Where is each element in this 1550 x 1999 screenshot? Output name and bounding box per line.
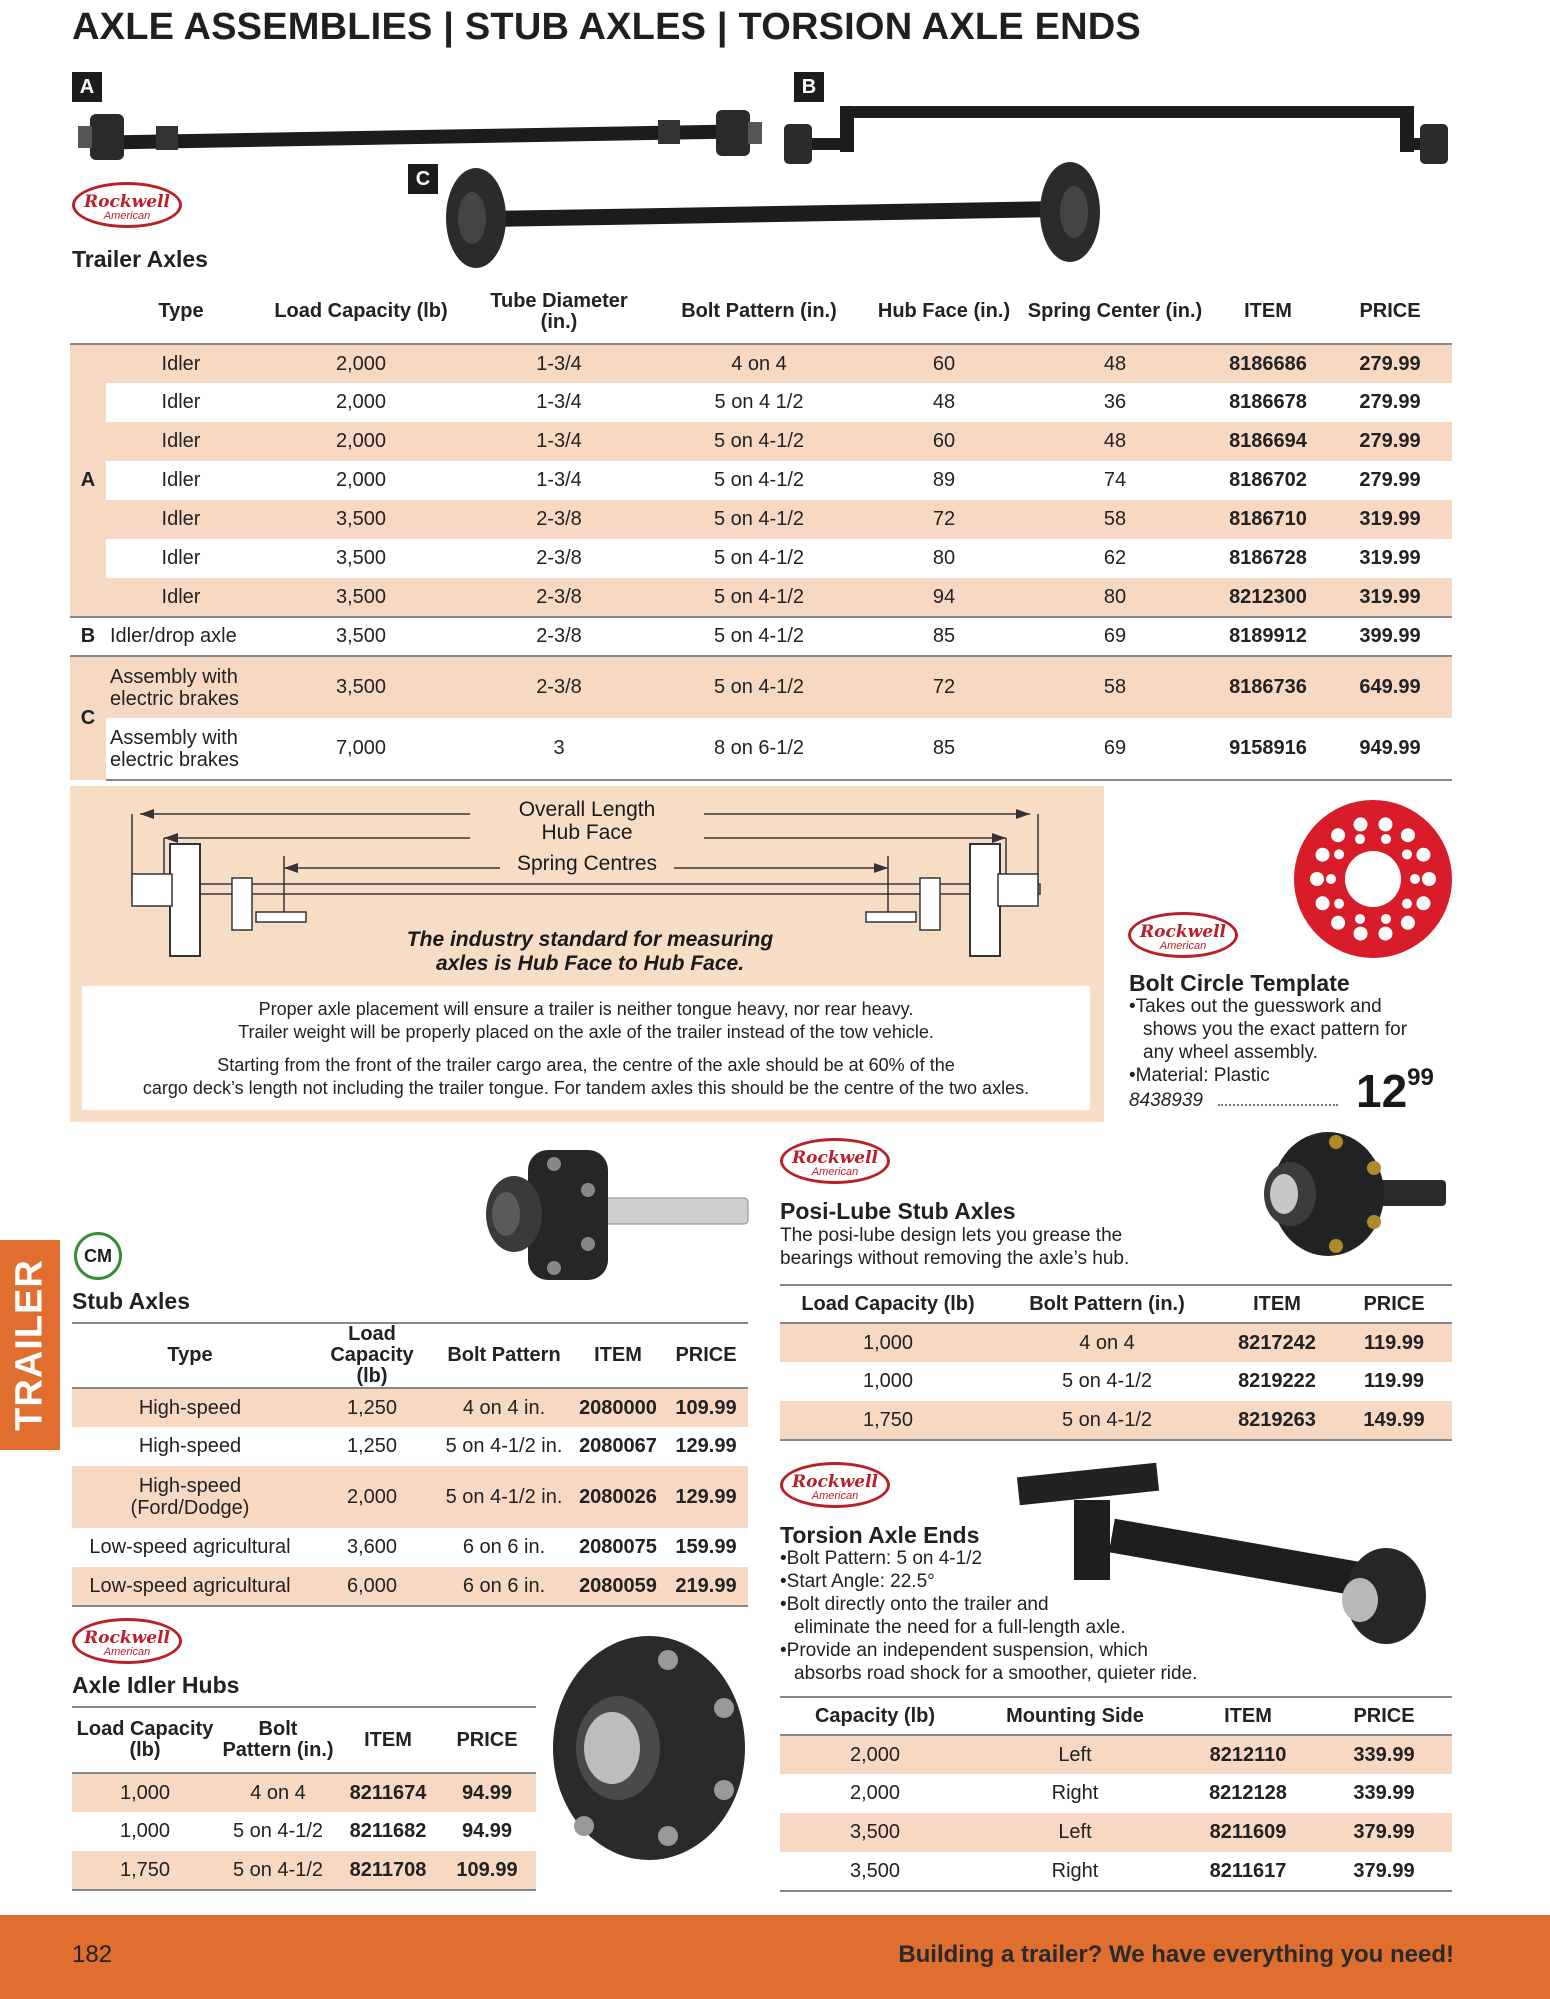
cell-load-capacity: 1,000 bbox=[780, 1323, 996, 1362]
col-load-capacity: Load Capacity (lb) bbox=[308, 1323, 436, 1388]
bolt-hole bbox=[1334, 849, 1344, 859]
cell-bolt-pattern: 5 on 4-1/2 in. bbox=[436, 1466, 572, 1528]
bolt-template-bullet-1c: any wheel assembly. bbox=[1143, 1042, 1318, 1063]
note-line-1: Proper axle placement will ensure a trailer is neither tongue heavy, nor rear heavy. bbox=[258, 999, 914, 1019]
table-row bbox=[70, 344, 1452, 383]
bolt-template-bullet-1: •Takes out the guesswork and bbox=[1129, 996, 1382, 1017]
trailer-axles-title: Trailer Axles bbox=[72, 246, 208, 272]
cell-load-capacity: 1,250 bbox=[308, 1388, 436, 1427]
table-row bbox=[780, 1323, 1452, 1362]
col-bolt-pattern: Bolt Pattern (in.) bbox=[996, 1285, 1218, 1323]
col-hub-face: Hub Face (in.) bbox=[866, 280, 1022, 344]
cell-capacity: 2,000 bbox=[780, 1735, 970, 1774]
cell-tube-diameter: 1-3/4 bbox=[536, 391, 582, 413]
bolt-hole bbox=[1381, 834, 1391, 844]
cell-bolt-pattern: 5 on 4-1/2 bbox=[713, 547, 805, 569]
cell-load-capacity: 7,000 bbox=[256, 718, 466, 780]
spring-centres-label: Spring Centres bbox=[500, 852, 674, 882]
cell-bolt-pattern: 5 on 4-1/2 bbox=[652, 656, 866, 718]
table-row bbox=[72, 1466, 748, 1528]
cell-bolt-pattern: 5 on 4-1/2 bbox=[218, 1851, 338, 1890]
cell-item: 8186736 bbox=[1208, 656, 1328, 718]
bolt-hole bbox=[1310, 872, 1324, 886]
cell-price: 339.99 bbox=[1353, 1782, 1415, 1804]
col-item: ITEM bbox=[1208, 280, 1328, 344]
col-bolt-pattern: Bolt Pattern (in.) bbox=[652, 280, 866, 344]
torsion-bullet-4b: absorbs road shock for a smoother, quieter ride. bbox=[794, 1663, 1198, 1684]
col-item: ITEM bbox=[338, 1707, 438, 1773]
cell-spring-center: 69 bbox=[1022, 718, 1208, 780]
cell-capacity: 2,000 bbox=[849, 1782, 901, 1804]
table-row bbox=[70, 578, 1452, 617]
cell-item: 8211674 bbox=[338, 1773, 438, 1812]
group-label-c: C bbox=[70, 656, 106, 780]
bolt-hole bbox=[1422, 872, 1436, 886]
cell-price: 159.99 bbox=[675, 1536, 737, 1558]
label-b: B bbox=[794, 72, 824, 102]
cell-price: 119.99 bbox=[1336, 1323, 1452, 1362]
bolt-hole bbox=[1316, 896, 1330, 910]
idler-hubs-title: Axle Idler Hubs bbox=[72, 1672, 240, 1698]
torsion-title: Torsion Axle Ends bbox=[780, 1522, 980, 1548]
col-price: PRICE bbox=[664, 1323, 748, 1388]
cell-load-capacity: 2,000 bbox=[256, 344, 466, 383]
cell-item: 8186694 bbox=[1208, 422, 1328, 461]
cell-load-capacity: 2,000 bbox=[256, 422, 466, 461]
cell-price: 339.99 bbox=[1316, 1735, 1452, 1774]
cell-item: 8211609 bbox=[1180, 1813, 1316, 1852]
cell-price: 129.99 bbox=[675, 1435, 737, 1457]
cell-hub-face: 48 bbox=[932, 391, 956, 413]
page-number: 182 bbox=[72, 1941, 113, 1968]
table-row bbox=[70, 656, 1452, 718]
posi-lube-description bbox=[780, 1224, 1200, 1270]
cell-load-capacity: 3,500 bbox=[256, 617, 466, 656]
col-price: PRICE bbox=[1336, 1285, 1452, 1323]
cell-hub-face: 94 bbox=[866, 578, 1022, 617]
cell-hub-face: 80 bbox=[932, 547, 956, 569]
table-row bbox=[70, 383, 1452, 422]
cell-spring-center: 48 bbox=[1022, 422, 1208, 461]
cell-hub-face: 85 bbox=[866, 617, 1022, 656]
cell-price: 319.99 bbox=[1328, 578, 1452, 617]
bolt-hole bbox=[1326, 874, 1336, 884]
bolt-hole bbox=[1416, 848, 1430, 862]
bolt-hole bbox=[1401, 916, 1415, 930]
cell-bolt-pattern: 5 on 4-1/2 bbox=[652, 617, 866, 656]
cell-item: 2080026 bbox=[572, 1466, 664, 1528]
cell-mounting-side: Right bbox=[970, 1852, 1180, 1891]
cell-type: High-speed bbox=[138, 1435, 242, 1457]
cell-hub-face: 60 bbox=[866, 422, 1022, 461]
col-price: PRICE bbox=[1328, 280, 1452, 344]
standard-line-2: axles is Hub Face to Hub Face. bbox=[435, 952, 745, 975]
cell-type: Idler bbox=[106, 344, 256, 383]
cell-item: 8212128 bbox=[1209, 1782, 1287, 1804]
cell-spring-center: 36 bbox=[1103, 391, 1127, 413]
leader-dots bbox=[1218, 1104, 1338, 1106]
cell-load-capacity: 3,500 bbox=[256, 578, 466, 617]
col-item: ITEM bbox=[572, 1323, 664, 1388]
col-tube-diameter: Tube Diameter (in.) bbox=[466, 280, 652, 344]
rockwell-logo: Rockwell American bbox=[780, 1138, 890, 1184]
bolt-hole bbox=[1401, 828, 1415, 842]
table-row bbox=[70, 500, 1452, 539]
note-line-4: cargo deck’s length not including the trailer tongue. For tandem axles this should be the centre of the two axles. bbox=[142, 1078, 1030, 1098]
bolt-template-price bbox=[1356, 1064, 1434, 1118]
cell-load-capacity: 2,000 bbox=[308, 1466, 436, 1528]
label-c: C bbox=[408, 164, 438, 194]
bolt-hole bbox=[1402, 899, 1412, 909]
table-row bbox=[72, 1528, 748, 1567]
cell-spring-center: 58 bbox=[1022, 500, 1208, 539]
posi-lube-table bbox=[780, 1284, 1452, 1441]
industry-standard-text bbox=[300, 928, 880, 976]
axle-c-image bbox=[436, 160, 1116, 280]
table-row bbox=[780, 1852, 1452, 1891]
cell-type: Idler bbox=[106, 578, 256, 617]
cell-item: 8186678 bbox=[1229, 391, 1307, 413]
cell-bolt-pattern: 5 on 4-1/2 in. bbox=[445, 1435, 563, 1457]
col-price: PRICE bbox=[1316, 1697, 1452, 1735]
cell-item: 2080000 bbox=[572, 1388, 664, 1427]
note-line-2: Trailer weight will be properly placed on the axle of the trailer instead of the tow vehicle. bbox=[238, 1022, 934, 1042]
col-spring-center: Spring Center (in.) bbox=[1022, 280, 1208, 344]
col-item: ITEM bbox=[1180, 1697, 1316, 1735]
cell-price: 149.99 bbox=[1336, 1401, 1452, 1440]
table-header-row bbox=[72, 1707, 536, 1773]
cell-load-capacity: 3,500 bbox=[335, 547, 387, 569]
cell-price: 279.99 bbox=[1328, 344, 1452, 383]
group-label-a: A bbox=[70, 344, 106, 617]
cell-load-capacity: 1,000 bbox=[72, 1773, 218, 1812]
cell-price: 399.99 bbox=[1328, 617, 1452, 656]
table-row bbox=[72, 1851, 536, 1890]
cell-bolt-pattern: 5 on 4-1/2 bbox=[652, 422, 866, 461]
stub-axles-table bbox=[72, 1322, 748, 1607]
cell-price: 129.99 bbox=[664, 1466, 748, 1528]
posi-lube-title: Posi-Lube Stub Axles bbox=[780, 1198, 1016, 1224]
table-row bbox=[72, 1427, 748, 1466]
footer bbox=[0, 1915, 1550, 1999]
cell-hub-face: 85 bbox=[866, 718, 1022, 780]
cell-price: 949.99 bbox=[1328, 718, 1452, 780]
col-load-capacity: Load Capacity (lb) bbox=[72, 1707, 218, 1773]
cell-load-capacity: 1,000 bbox=[862, 1370, 914, 1392]
table-row bbox=[72, 1812, 536, 1851]
bolt-hole bbox=[1316, 848, 1330, 862]
cell-type: Idler/drop axle bbox=[106, 617, 256, 656]
cell-price: 319.99 bbox=[1359, 547, 1421, 569]
cell-item: 2080059 bbox=[572, 1567, 664, 1606]
bolt-hole bbox=[1410, 874, 1420, 884]
bolt-hole bbox=[1355, 914, 1365, 924]
cell-price: 219.99 bbox=[664, 1567, 748, 1606]
table-header-row bbox=[72, 1323, 748, 1388]
cell-bolt-pattern: 4 on 4 bbox=[218, 1773, 338, 1812]
table-header-row bbox=[780, 1697, 1452, 1735]
bolt-template-title: Bolt Circle Template bbox=[1129, 970, 1350, 996]
cell-type: Low-speed agricultural bbox=[89, 1536, 291, 1558]
col-item: ITEM bbox=[1218, 1285, 1336, 1323]
cell-bolt-pattern: 4 on 4 bbox=[996, 1323, 1218, 1362]
hub-face-label: Hub Face bbox=[470, 821, 704, 849]
col-load-capacity: Load Capacity (lb) bbox=[256, 280, 466, 344]
cell-load-capacity: 1,750 bbox=[72, 1851, 218, 1890]
cell-type: Idler bbox=[161, 469, 201, 491]
cell-tube-diameter: 3 bbox=[466, 718, 652, 780]
col-mounting-side: Mounting Side bbox=[970, 1697, 1180, 1735]
cell-type: Idler bbox=[106, 500, 256, 539]
torsion-bullet-3: •Bolt directly onto the trailer and bbox=[780, 1594, 1049, 1615]
table-row bbox=[780, 1774, 1452, 1813]
col-bolt-pattern: Bolt Pattern (in.) bbox=[218, 1707, 338, 1773]
cell-mounting-side: Left bbox=[970, 1735, 1180, 1774]
col-capacity: Capacity (lb) bbox=[780, 1697, 970, 1735]
cell-bolt-pattern: 6 on 6 in. bbox=[436, 1567, 572, 1606]
cell-item: 8211617 bbox=[1180, 1852, 1316, 1891]
torsion-table bbox=[780, 1696, 1452, 1892]
posi-lube-desc-1: The posi-lube design lets you grease the bbox=[780, 1225, 1123, 1246]
table-row bbox=[70, 461, 1452, 500]
cell-load-capacity: 3,600 bbox=[346, 1536, 398, 1558]
bolt-hole bbox=[1334, 899, 1344, 909]
price-dollars: 12 bbox=[1356, 1065, 1408, 1117]
cell-tube-diameter: 2-3/8 bbox=[466, 500, 652, 539]
cell-price: 279.99 bbox=[1359, 391, 1421, 413]
bolt-hole bbox=[1378, 927, 1392, 941]
cell-type: Idler bbox=[161, 547, 201, 569]
cell-type: High-speed (Ford/Dodge) bbox=[72, 1466, 308, 1528]
cell-spring-center: 58 bbox=[1022, 656, 1208, 718]
cell-bolt-pattern: 5 on 4-1/2 bbox=[713, 469, 805, 491]
col-price: PRICE bbox=[438, 1707, 536, 1773]
bolt-hole bbox=[1331, 828, 1345, 842]
bolt-hole bbox=[1354, 927, 1368, 941]
cell-hub-face: 60 bbox=[866, 344, 1022, 383]
cell-item: 8212110 bbox=[1180, 1735, 1316, 1774]
price-cents: 99 bbox=[1407, 1064, 1434, 1091]
cell-tube-diameter: 1-3/4 bbox=[466, 344, 652, 383]
cell-capacity: 3,500 bbox=[780, 1813, 970, 1852]
idler-hubs-table bbox=[72, 1706, 536, 1891]
cell-bolt-pattern: 5 on 4-1/2 bbox=[652, 500, 866, 539]
cell-bolt-pattern: 5 on 4-1/2 bbox=[232, 1820, 324, 1842]
cell-tube-diameter: 1-3/4 bbox=[536, 469, 582, 491]
bolt-template-item: 8438939 bbox=[1129, 1090, 1203, 1111]
cell-bolt-pattern: 5 on 4 1/2 bbox=[714, 391, 804, 413]
torsion-bullet-4: •Provide an independent suspension, which bbox=[780, 1640, 1148, 1661]
cell-price: 649.99 bbox=[1328, 656, 1452, 718]
cm-badge: CM bbox=[74, 1232, 122, 1280]
bolt-template-bullet-1b: shows you the exact pattern for bbox=[1143, 1019, 1408, 1040]
label-a: A bbox=[72, 72, 102, 102]
rockwell-logo: Rockwell American bbox=[72, 182, 182, 228]
cell-item: 8212300 bbox=[1208, 578, 1328, 617]
bolt-hole bbox=[1416, 896, 1430, 910]
bolt-hole bbox=[1355, 834, 1365, 844]
cell-tube-diameter: 1-3/4 bbox=[466, 422, 652, 461]
cell-hub-face: 89 bbox=[932, 469, 956, 491]
cell-hub-face: 72 bbox=[866, 656, 1022, 718]
bolt-hole bbox=[1402, 849, 1412, 859]
cell-item: 8186728 bbox=[1229, 547, 1307, 569]
torsion-bullet-3b: eliminate the need for a full-length axle. bbox=[794, 1617, 1126, 1638]
cell-hub-face: 72 bbox=[866, 500, 1022, 539]
cell-type: Idler bbox=[161, 391, 201, 413]
bolt-hole bbox=[1331, 916, 1345, 930]
torsion-bullet-2: •Start Angle: 22.5° bbox=[780, 1571, 935, 1592]
torsion-bullet-1: •Bolt Pattern: 5 on 4-1/2 bbox=[780, 1548, 983, 1569]
cell-bolt-pattern: 4 on 4 bbox=[652, 344, 866, 383]
table-row bbox=[780, 1735, 1452, 1774]
cell-price: 109.99 bbox=[438, 1851, 536, 1890]
bolt-circle-template-image bbox=[1292, 798, 1454, 960]
cell-item: 8211708 bbox=[338, 1851, 438, 1890]
cell-tube-diameter: 2-3/8 bbox=[466, 617, 652, 656]
col-load-capacity: Load Capacity (lb) bbox=[780, 1285, 996, 1323]
cell-spring-center: 69 bbox=[1022, 617, 1208, 656]
cell-mounting-side: Right bbox=[1051, 1782, 1099, 1804]
cell-item: 8186710 bbox=[1208, 500, 1328, 539]
cell-item: 8217242 bbox=[1218, 1323, 1336, 1362]
cell-item: 8219222 bbox=[1238, 1370, 1316, 1392]
standard-line-1: The industry standard for measuring bbox=[406, 928, 774, 951]
posi-lube-desc-2: bearings without removing the axle’s hub. bbox=[780, 1248, 1130, 1269]
cell-load-capacity: 1,750 bbox=[780, 1401, 996, 1440]
bolt-hole bbox=[1381, 914, 1391, 924]
note-line-3: Starting from the front of the trailer cargo area, the centre of the axle should be at 60% of the bbox=[217, 1055, 955, 1075]
cell-bolt-pattern: 5 on 4-1/2 bbox=[652, 578, 866, 617]
cell-tube-diameter: 2-3/8 bbox=[536, 547, 582, 569]
bolt-hole bbox=[1354, 817, 1368, 831]
bolt-template-bullet-2: •Material: Plastic bbox=[1129, 1065, 1270, 1086]
cell-item: 2080075 bbox=[579, 1536, 657, 1558]
cell-type: Assembly with electric brakes bbox=[106, 656, 256, 718]
section-side-tab bbox=[0, 1240, 60, 1450]
cell-load-capacity: 2,000 bbox=[335, 469, 387, 491]
cell-item: 8219263 bbox=[1218, 1401, 1336, 1440]
cell-price: 119.99 bbox=[1363, 1370, 1425, 1392]
table-header-row bbox=[780, 1285, 1452, 1323]
table-row bbox=[72, 1388, 748, 1427]
cell-price: 279.99 bbox=[1328, 422, 1452, 461]
table-row bbox=[70, 617, 1452, 656]
cell-price: 379.99 bbox=[1316, 1813, 1452, 1852]
rockwell-logo: Rockwell American bbox=[780, 1462, 890, 1508]
cell-item: 8189912 bbox=[1208, 617, 1328, 656]
rockwell-logo: Rockwell American bbox=[1128, 912, 1238, 958]
table-row bbox=[72, 1773, 536, 1812]
posi-lube-stub-axle-image bbox=[1246, 1128, 1452, 1260]
table-row bbox=[780, 1362, 1452, 1401]
cell-bolt-pattern: 4 on 4 in. bbox=[436, 1388, 572, 1427]
cell-bolt-pattern: 8 on 6-1/2 bbox=[652, 718, 866, 780]
cell-item: 8186702 bbox=[1229, 469, 1307, 491]
table-row bbox=[70, 718, 1452, 780]
trailer-axles-table bbox=[70, 280, 1452, 781]
axle-placement-note bbox=[82, 986, 1090, 1110]
table-row bbox=[70, 422, 1452, 461]
cell-tube-diameter: 2-3/8 bbox=[466, 578, 652, 617]
torsion-description bbox=[780, 1547, 1400, 1685]
cell-load-capacity: 3,500 bbox=[256, 656, 466, 718]
cell-capacity: 3,500 bbox=[780, 1852, 970, 1891]
cell-type: Low-speed agricultural bbox=[72, 1567, 308, 1606]
cell-price: 109.99 bbox=[664, 1388, 748, 1427]
cell-price: 94.99 bbox=[438, 1773, 536, 1812]
cell-type: High-speed bbox=[72, 1388, 308, 1427]
cell-load-capacity: 3,500 bbox=[256, 500, 466, 539]
cell-tube-diameter: 2-3/8 bbox=[466, 656, 652, 718]
footer-tagline: Building a trailer? We have everything you need! bbox=[898, 1941, 1454, 1968]
col-type: Type bbox=[72, 1323, 308, 1388]
cell-spring-center: 80 bbox=[1022, 578, 1208, 617]
overall-length-label: Overall Length bbox=[470, 798, 704, 828]
stub-axle-image bbox=[468, 1140, 758, 1290]
table-row bbox=[780, 1401, 1452, 1440]
cell-price: 319.99 bbox=[1328, 500, 1452, 539]
cell-bolt-pattern: 5 on 4-1/2 bbox=[996, 1401, 1218, 1440]
table-row bbox=[70, 539, 1452, 578]
cell-bolt-pattern: 5 on 4-1/2 bbox=[1061, 1370, 1153, 1392]
cell-type: Assembly with electric brakes bbox=[106, 718, 256, 780]
idler-hub-image bbox=[548, 1630, 750, 1866]
col-type: Type bbox=[106, 280, 256, 344]
table-row bbox=[72, 1567, 748, 1606]
page-title: AXLE ASSEMBLIES | STUB AXLES | TORSION AXLE ENDS bbox=[72, 6, 1141, 48]
cell-spring-center: 62 bbox=[1103, 547, 1127, 569]
cell-load-capacity: 2,000 bbox=[335, 391, 387, 413]
cell-load-capacity: 6,000 bbox=[308, 1567, 436, 1606]
table-header-row bbox=[70, 280, 1452, 344]
cell-price: 279.99 bbox=[1359, 469, 1421, 491]
cell-spring-center: 74 bbox=[1103, 469, 1127, 491]
cell-price: 379.99 bbox=[1316, 1852, 1452, 1891]
side-tab-label: TRAILER bbox=[8, 1259, 51, 1431]
cell-load-capacity: 1,000 bbox=[119, 1820, 171, 1842]
cell-type: Idler bbox=[106, 422, 256, 461]
cell-item: 9158916 bbox=[1208, 718, 1328, 780]
group-label-b: B bbox=[70, 617, 106, 656]
cell-load-capacity: 1,250 bbox=[346, 1435, 398, 1457]
rockwell-logo: Rockwell American bbox=[72, 1618, 182, 1664]
stub-axles-title: Stub Axles bbox=[72, 1288, 191, 1314]
cell-bolt-pattern: 6 on 6 in. bbox=[462, 1536, 546, 1558]
bolt-hole bbox=[1378, 817, 1392, 831]
table-row bbox=[780, 1813, 1452, 1852]
col-bolt-pattern: Bolt Pattern bbox=[436, 1323, 572, 1388]
cell-item: 8186686 bbox=[1208, 344, 1328, 383]
cell-item: 2080067 bbox=[579, 1435, 657, 1457]
cell-mounting-side: Left bbox=[970, 1813, 1180, 1852]
cell-spring-center: 48 bbox=[1022, 344, 1208, 383]
cell-price: 94.99 bbox=[461, 1820, 513, 1842]
cell-item: 8211682 bbox=[349, 1820, 427, 1842]
